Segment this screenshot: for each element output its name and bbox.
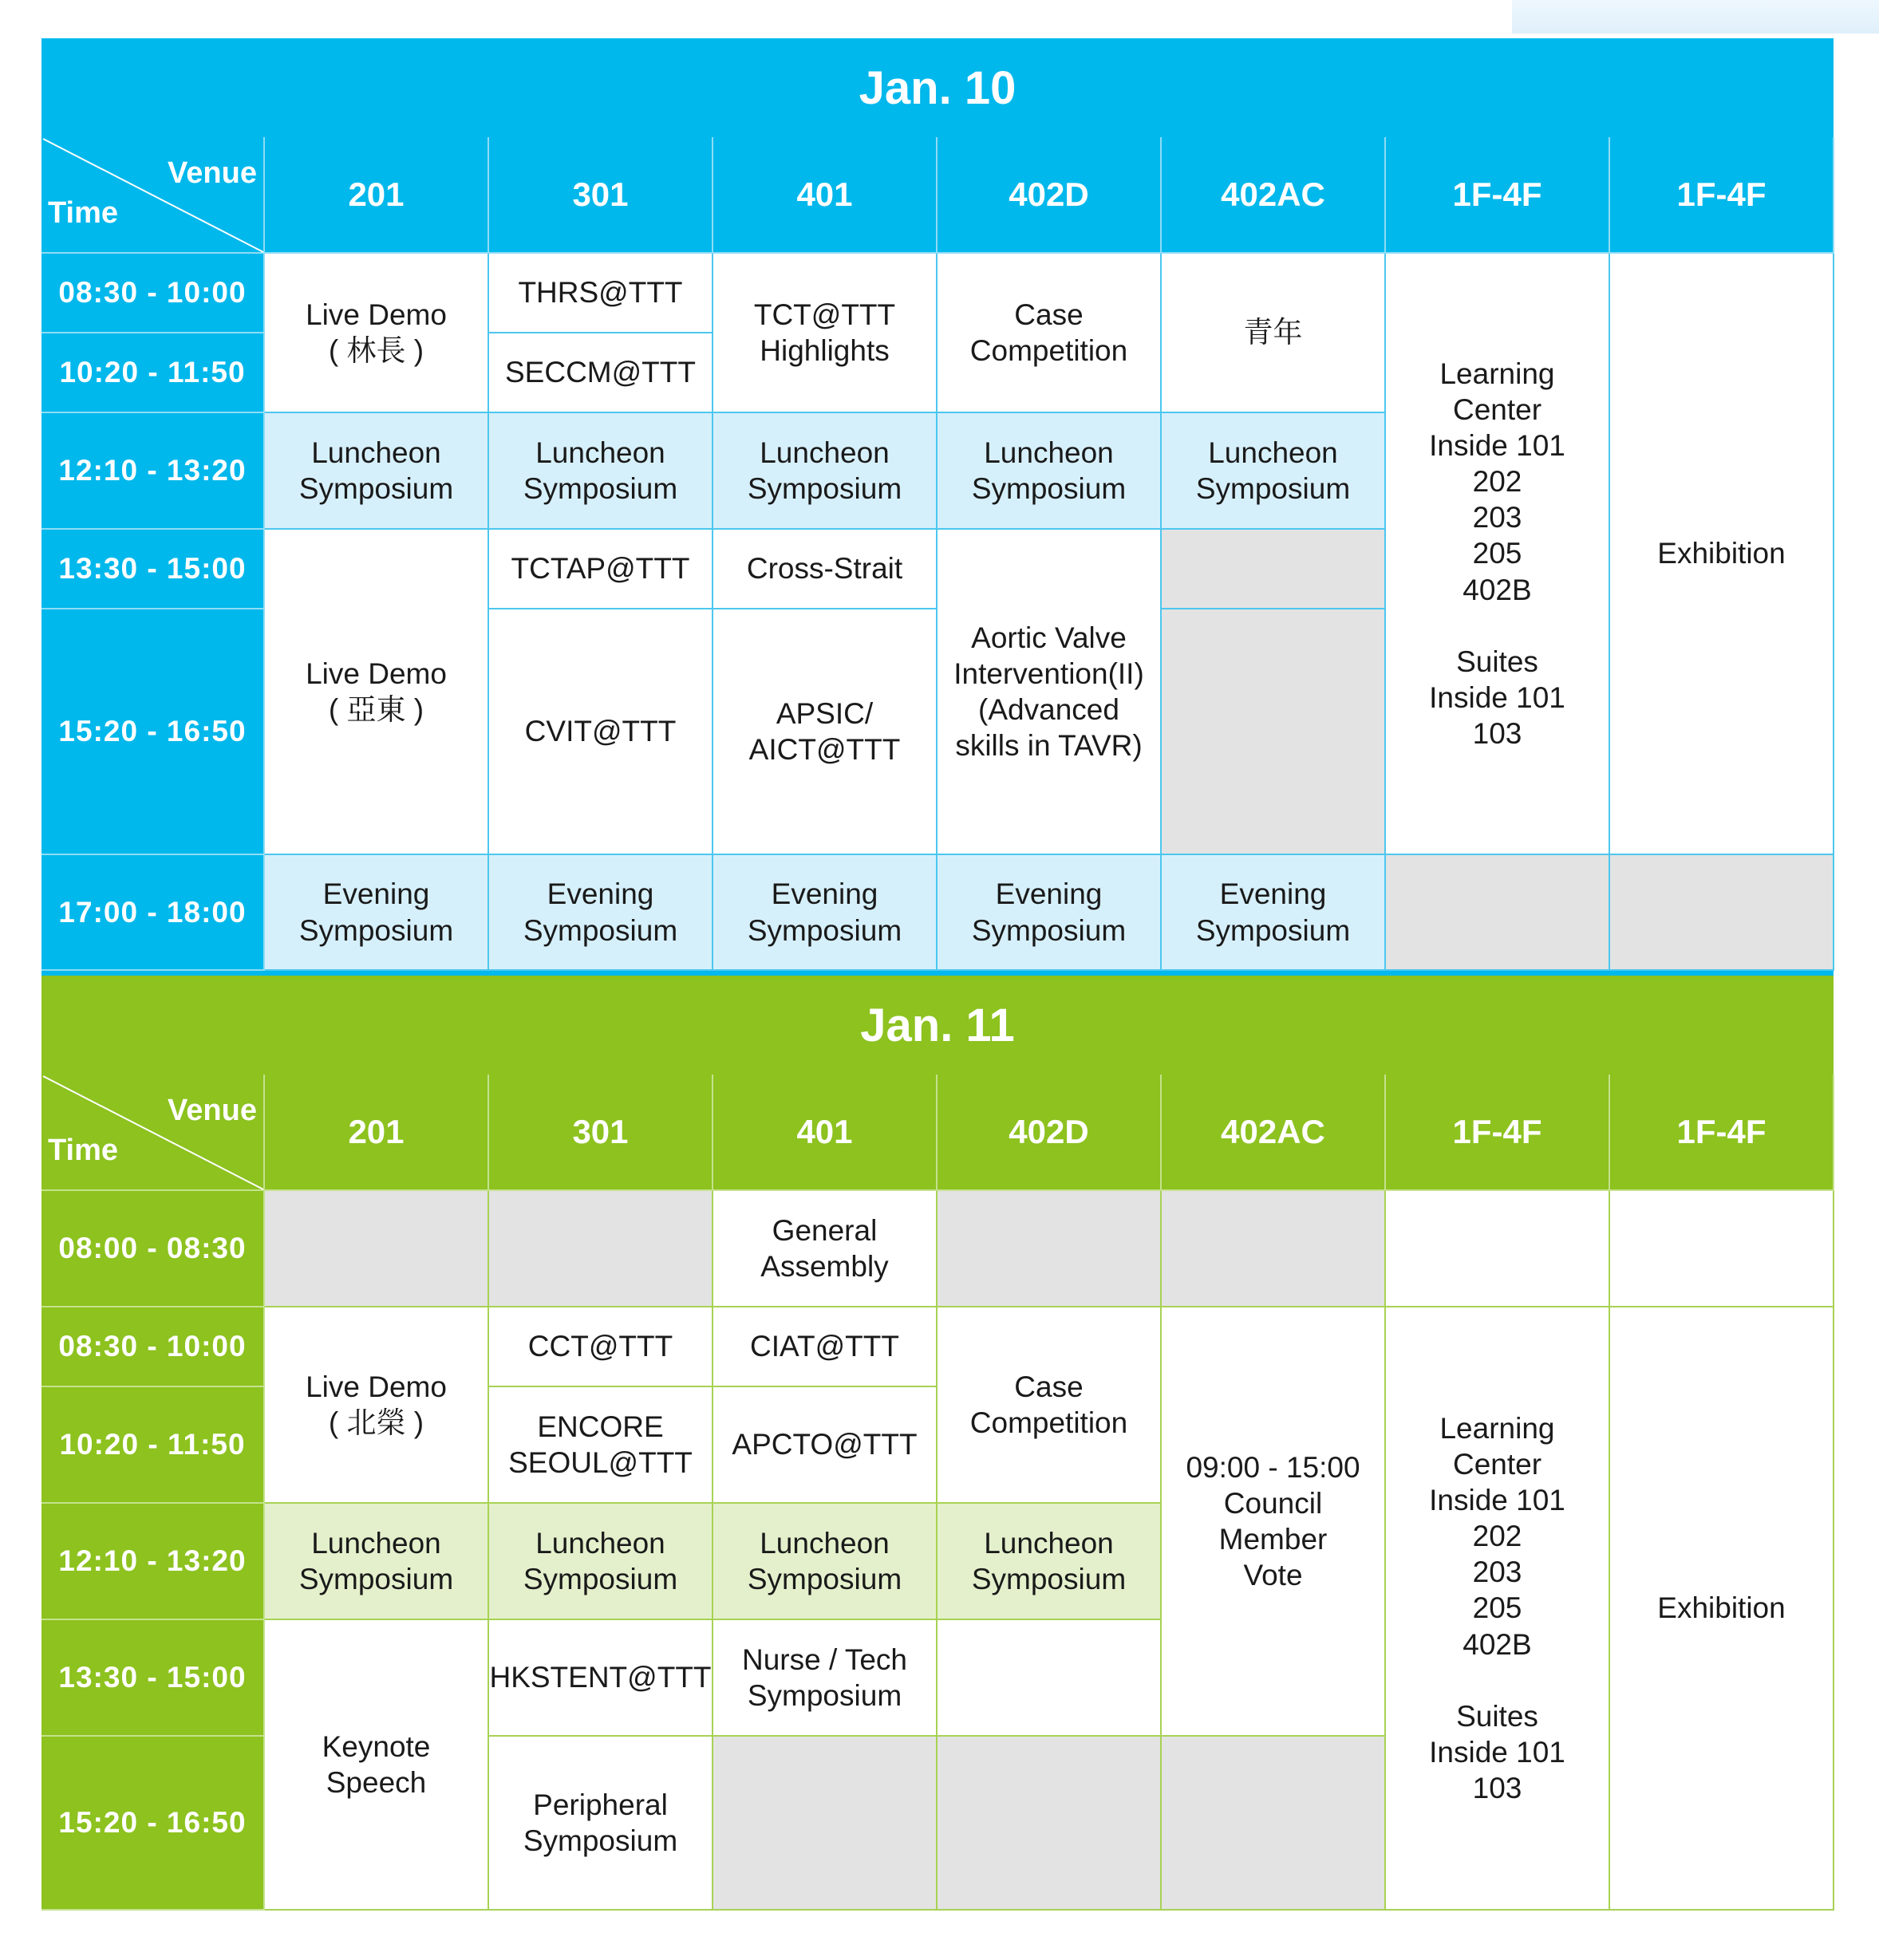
venue-header: 301 (489, 1075, 713, 1191)
session-live-demo: Live Demo ( 北榮 ) (265, 1307, 489, 1504)
empty-slot (713, 1737, 938, 1911)
session-live-demo: Live Demo ( 林長 ) (265, 254, 489, 413)
session-evening: Evening Symposium (713, 855, 938, 971)
empty-slot (1162, 1737, 1386, 1911)
venue-header: 402AC (1162, 137, 1386, 254)
empty-slot (1162, 530, 1386, 609)
venue-header: 1F-4F (1610, 137, 1834, 254)
time-slot: 13:30 - 15:00 (41, 530, 265, 609)
empty-slot (1610, 1191, 1834, 1307)
session-cross-strait: Cross-Strait (713, 530, 938, 609)
empty-slot (1162, 1191, 1386, 1307)
venue-header: 301 (489, 137, 713, 254)
session-cct: CCT@TTT (489, 1307, 713, 1387)
session-nurse-tech: Nurse / Tech Symposium (713, 1620, 938, 1737)
venue-header: 201 (265, 1075, 489, 1191)
venue-header: 1F-4F (1386, 137, 1610, 254)
session-live-demo: Live Demo ( 亞東 ) (265, 530, 489, 855)
session-exhibition: Exhibition (1610, 254, 1834, 855)
session-tctap: TCTAP@TTT (489, 530, 713, 609)
jan10-schedule (41, 38, 1834, 976)
time-slot: 08:00 - 08:30 (41, 1191, 265, 1307)
session-apsic: APSIC/ AICT@TTT (713, 609, 938, 855)
session-luncheon: Luncheon Symposium (938, 413, 1162, 530)
session-luncheon: Luncheon Symposium (265, 413, 489, 530)
venue-label: Venue (168, 156, 257, 190)
session-council-vote: 09:00 - 15:00 Council Member Vote (1162, 1307, 1386, 1737)
time-slot: 12:10 - 13:20 (41, 1504, 265, 1620)
empty-slot (1162, 609, 1386, 855)
session-seccm: SECCM@TTT (489, 333, 713, 413)
session-ciat: CIAT@TTT (713, 1307, 938, 1387)
empty-slot (265, 1191, 489, 1307)
session-luncheon: Luncheon Symposium (713, 413, 938, 530)
session-cvit: CVIT@TTT (489, 609, 713, 855)
venue-header: 402AC (1162, 1075, 1386, 1191)
session-general-assembly: General Assembly (713, 1191, 938, 1307)
venue-label: Venue (168, 1094, 257, 1127)
time-slot: 17:00 - 18:00 (41, 855, 265, 971)
session-tct-highlights: TCT@TTT Highlights (713, 254, 938, 413)
session-exhibition: Exhibition (1610, 1307, 1834, 1911)
session-youth: 青年 (1162, 254, 1386, 413)
session-hkstent: HKSTENT@TTT (489, 1620, 713, 1737)
session-luncheon: Luncheon Symposium (265, 1504, 489, 1620)
time-slot: 08:30 - 10:00 (41, 1307, 265, 1387)
session-luncheon: Luncheon Symposium (1162, 413, 1386, 530)
jan11-title: Jan. 11 (41, 976, 1834, 1075)
session-luncheon: Luncheon Symposium (938, 1504, 1162, 1620)
empty-slot (938, 1737, 1162, 1911)
session-luncheon: Luncheon Symposium (489, 1504, 713, 1620)
venue-header: 401 (713, 1075, 938, 1191)
empty-slot (489, 1191, 713, 1307)
empty-slot (1386, 855, 1610, 971)
time-label: Time (48, 1133, 119, 1167)
session-aortic-valve: Aortic Valve Intervention(II) (Advanced skills in TAVR) (938, 530, 1162, 855)
page-corner-decoration (1512, 0, 1879, 34)
jan11-grid (41, 1075, 1834, 1911)
venue-header: 402D (938, 137, 1162, 254)
session-evening: Evening Symposium (265, 855, 489, 971)
jan11-schedule (41, 976, 1834, 1911)
venue-header: 1F-4F (1610, 1075, 1834, 1191)
venue-header: 402D (938, 1075, 1162, 1191)
session-luncheon: Luncheon Symposium (489, 413, 713, 530)
empty-slot (938, 1620, 1162, 1737)
session-evening: Evening Symposium (1162, 855, 1386, 971)
empty-slot (1610, 855, 1834, 971)
session-case-competition: Case Competition (938, 254, 1162, 413)
time-slot: 13:30 - 15:00 (41, 1620, 265, 1737)
venue-header: 401 (713, 137, 938, 254)
session-learning-center: Learning Center Inside 101 202 203 205 402B Suites Inside 101 103 (1386, 254, 1610, 855)
session-learning-center: Learning Center Inside 101 202 203 205 402B Suites Inside 101 103 (1386, 1307, 1610, 1911)
time-label: Time (48, 195, 119, 230)
session-keynote: Keynote Speech (265, 1620, 489, 1911)
session-peripheral: Peripheral Symposium (489, 1737, 713, 1911)
session-apcto: APCTO@TTT (713, 1387, 938, 1504)
session-encore-seoul: ENCORE SEOUL@TTT (489, 1387, 713, 1504)
session-luncheon: Luncheon Symposium (713, 1504, 938, 1620)
venue-header: 201 (265, 137, 489, 254)
venue-header: 1F-4F (1386, 1075, 1610, 1191)
time-slot: 12:10 - 13:20 (41, 413, 265, 530)
session-case-competition: Case Competition (938, 1307, 1162, 1504)
time-slot: 10:20 - 11:50 (41, 333, 265, 413)
time-slot: 15:20 - 16:50 (41, 609, 265, 855)
time-slot: 10:20 - 11:50 (41, 1387, 265, 1504)
jan10-grid (41, 137, 1834, 976)
time-slot: 08:30 - 10:00 (41, 254, 265, 333)
empty-slot (1386, 1191, 1610, 1307)
time-slot: 15:20 - 16:50 (41, 1737, 265, 1911)
venue-time-corner (41, 1075, 265, 1191)
jan10-title: Jan. 10 (41, 38, 1834, 137)
venue-time-corner (41, 137, 265, 254)
session-evening: Evening Symposium (489, 855, 713, 971)
session-thrs: THRS@TTT (489, 254, 713, 333)
session-evening: Evening Symposium (938, 855, 1162, 971)
empty-slot (938, 1191, 1162, 1307)
